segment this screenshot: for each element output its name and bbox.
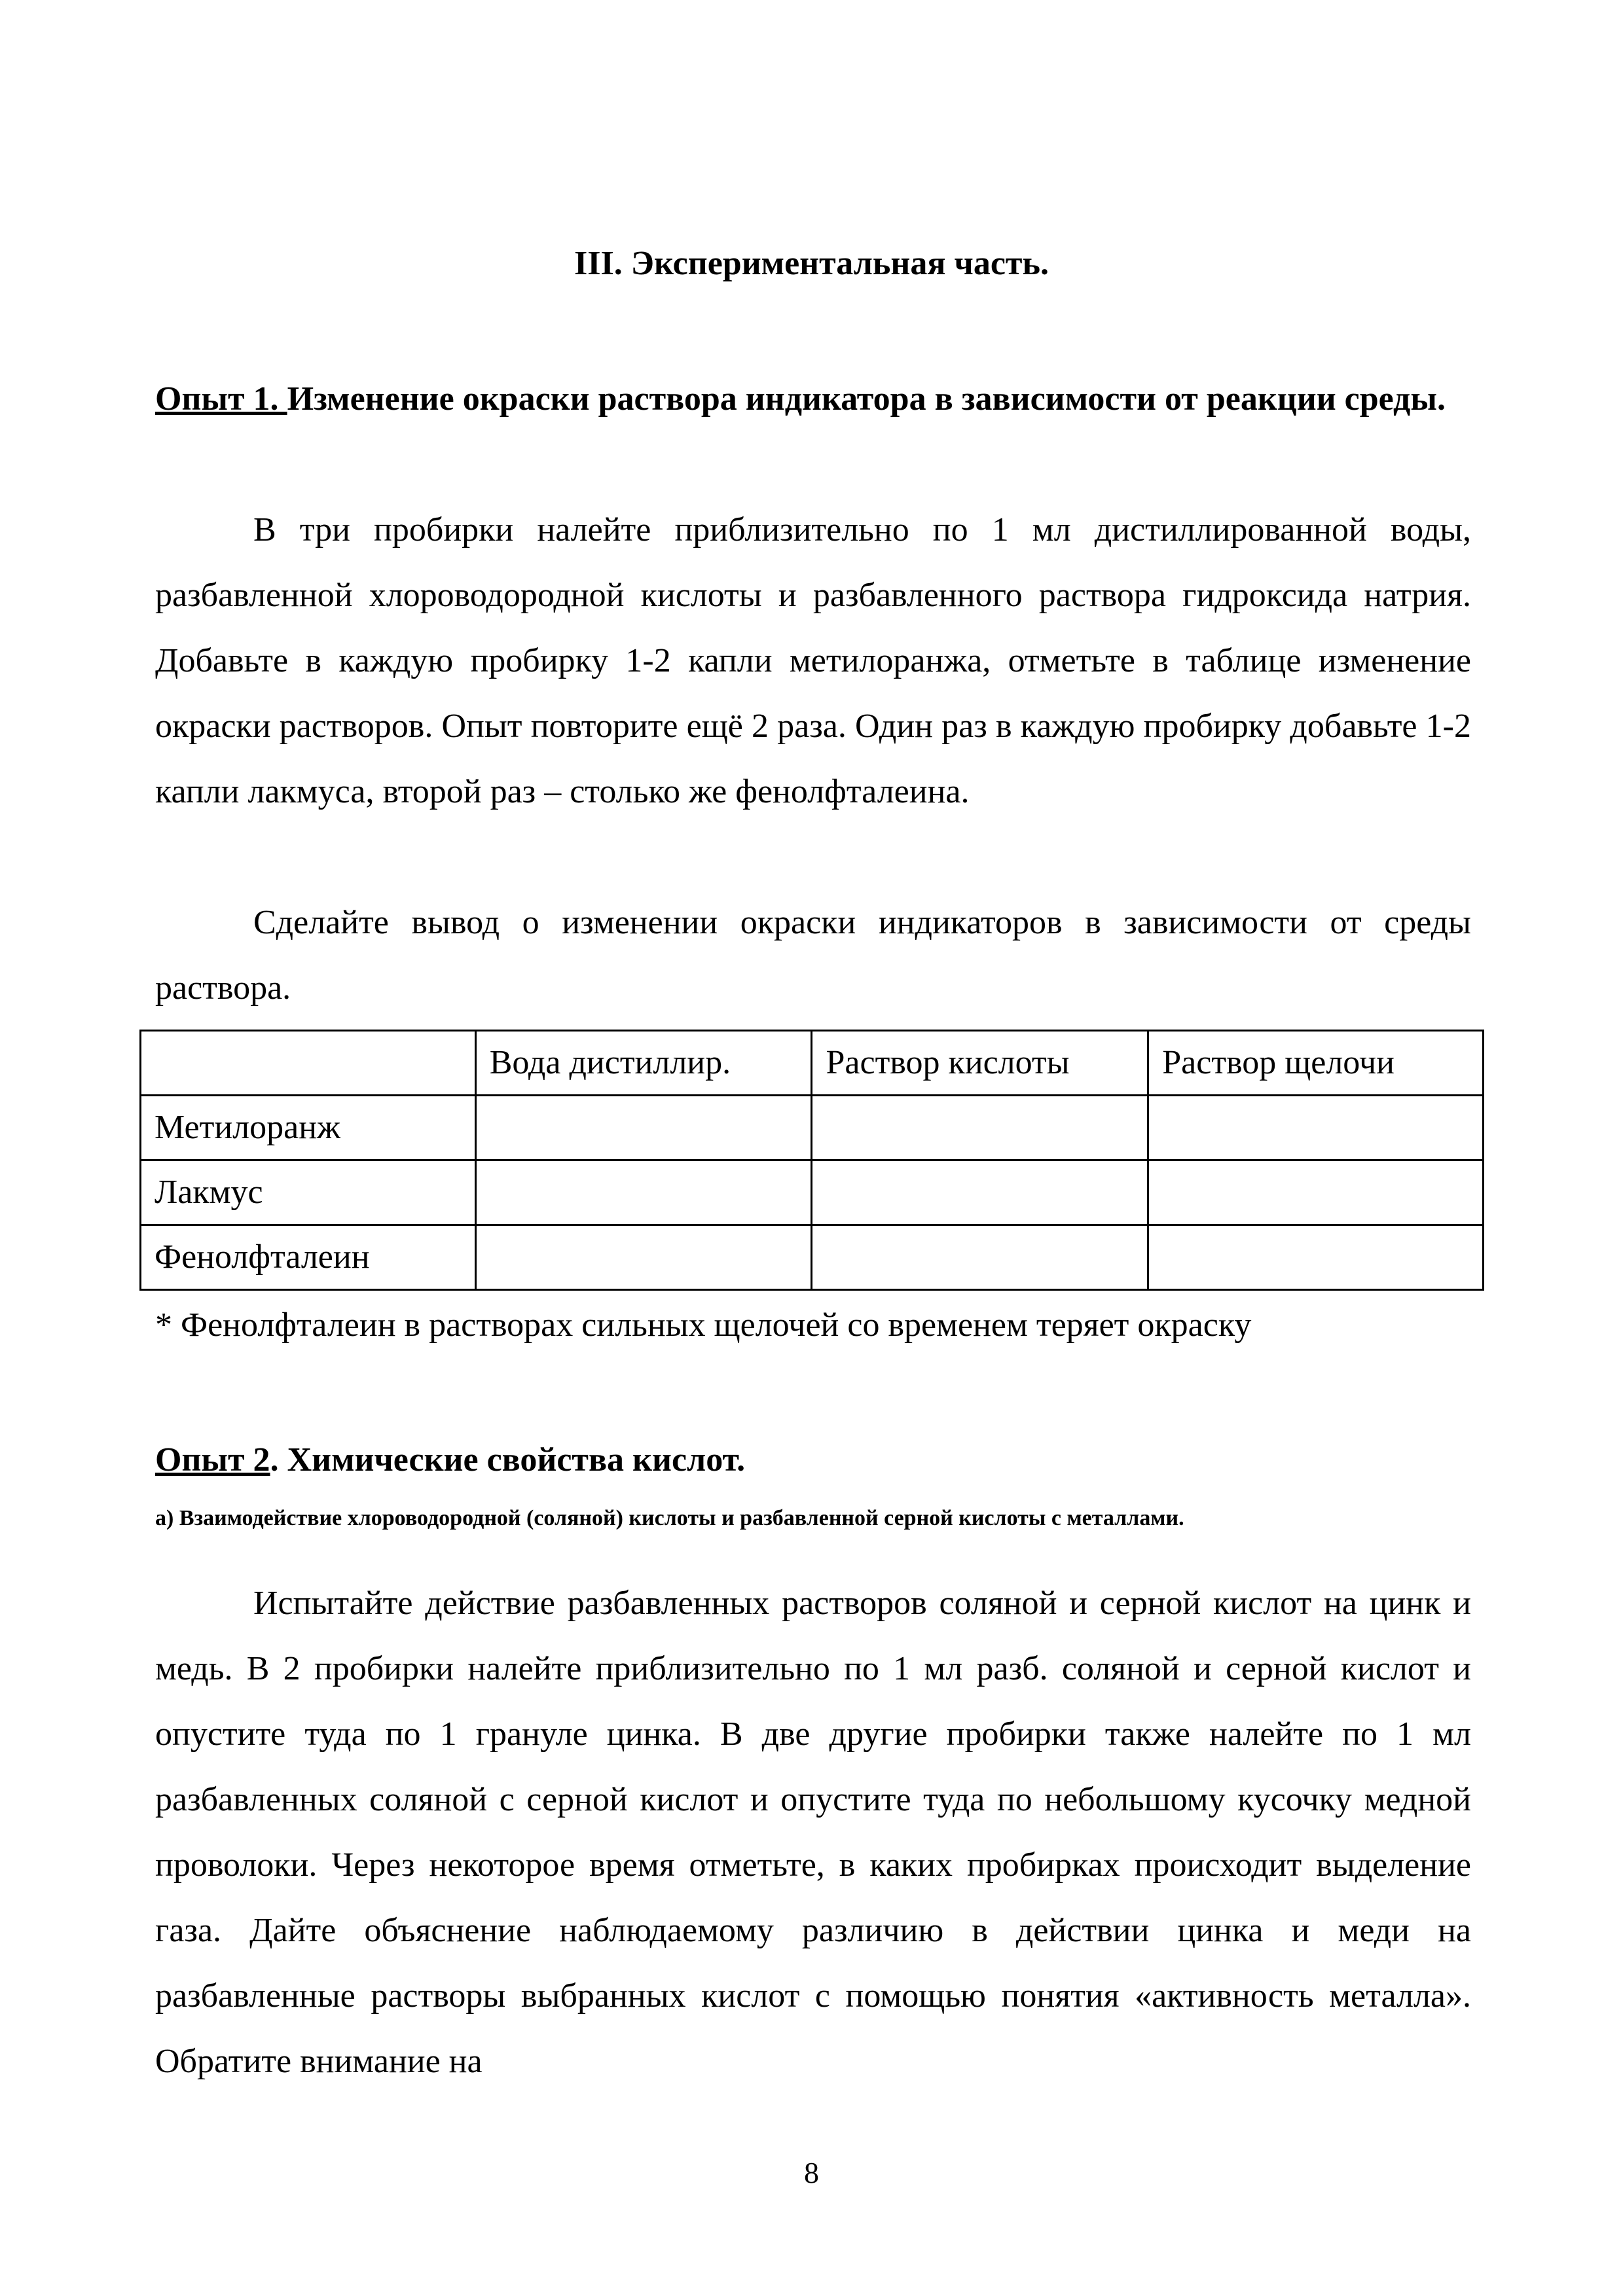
- table-header-cell: Раствор кислоты: [812, 1031, 1148, 1096]
- experiment-1-label: Опыт 1.: [155, 380, 287, 418]
- table-header-cell: Раствор щелочи: [1148, 1031, 1484, 1096]
- table-row-label: Фенолфталеин: [141, 1225, 476, 1290]
- table-header-cell: Вода дистиллир.: [475, 1031, 812, 1096]
- table-row-label: Лакмус: [141, 1160, 476, 1225]
- page-number: 8: [804, 2156, 819, 2189]
- table-header-cell: [141, 1031, 476, 1096]
- experiment-2-subtitle: а) Взаимодействие хлороводородной (соляной) кислоты и разбавленной серной кислоты с металлами.: [155, 1506, 1184, 1530]
- experiment-2-heading: [155, 1437, 745, 1483]
- table-row-label: Метилоранж: [141, 1096, 476, 1160]
- table-cell: [812, 1160, 1148, 1225]
- table-cell: [812, 1096, 1148, 1160]
- indicator-results-table: [139, 1030, 1484, 1291]
- experiment-1-paragraph: В три пробирки налейте приблизительно по 1 мл дистиллированной воды, разбавленной хлороводородной кислоты и разбавленного раствора гидроксида натрия. Добавьте в каждую пробирку 1-2 капли метилоранжа, отметьте в таблице изменение окраски растворов. Опыт повторите ещё 2 раза. Один раз в каждую пробирку добавьте 1-2 капли лакмуса, второй раз – столько же фенолфталеина.: [155, 511, 1471, 810]
- table-header-row: [141, 1031, 1484, 1096]
- experiment-1-instructions: [155, 497, 1471, 825]
- table-row: [141, 1225, 1484, 1290]
- experiment-2-paragraph: Испытайте действие разбавленных растворов соляной и серной кислот на цинк и медь. В 2 пробирки налейте приблизительно по 1 мл разб. соляной и серной кислот и опустите туда по 1 грануле цинка. В две другие пробирки также налейте по 1 мл разбавленных соляной с серной кислот и опустите туда по небольшому кусочку медной проволоки. Через некоторое время отметьте, в каких пробирках происходит выделение газа. Дайте объяснение наблюдаемому различию в действии цинка и меди на разбавленные растворы выбранных кислот с помощью понятия «активность металла». Обратите внимание на: [155, 1585, 1471, 2080]
- table-cell: [475, 1096, 812, 1160]
- table-footnote: * Фенолфталеин в растворах сильных щелочей со временем теряет окраску: [155, 1306, 1252, 1344]
- table-cell: [1148, 1225, 1484, 1290]
- table-cell: [475, 1225, 812, 1290]
- table-cell: [812, 1225, 1148, 1290]
- table-cell: [475, 1160, 812, 1225]
- section-title: III. Экспериментальная часть.: [574, 245, 1049, 282]
- experiment-1-heading: [155, 367, 1471, 432]
- table-row: [141, 1160, 1484, 1225]
- experiment-2-instructions: [155, 1571, 1471, 2094]
- table-cell: [1148, 1096, 1484, 1160]
- experiment-1-conclusion-paragraph: Сделайте вывод о изменении окраски индикаторов в зависимости от среды раствора.: [155, 904, 1471, 1007]
- experiment-2-title: . Химические свойства кислот.: [270, 1441, 746, 1479]
- experiment-2-label: Опыт 2: [155, 1441, 270, 1479]
- table-row: [141, 1096, 1484, 1160]
- experiment-1-conclusion-task: [155, 890, 1471, 1021]
- table-cell: [1148, 1160, 1484, 1225]
- experiment-1-title: Изменение окраски раствора индикатора в зависимости от реакции среды.: [287, 380, 1446, 418]
